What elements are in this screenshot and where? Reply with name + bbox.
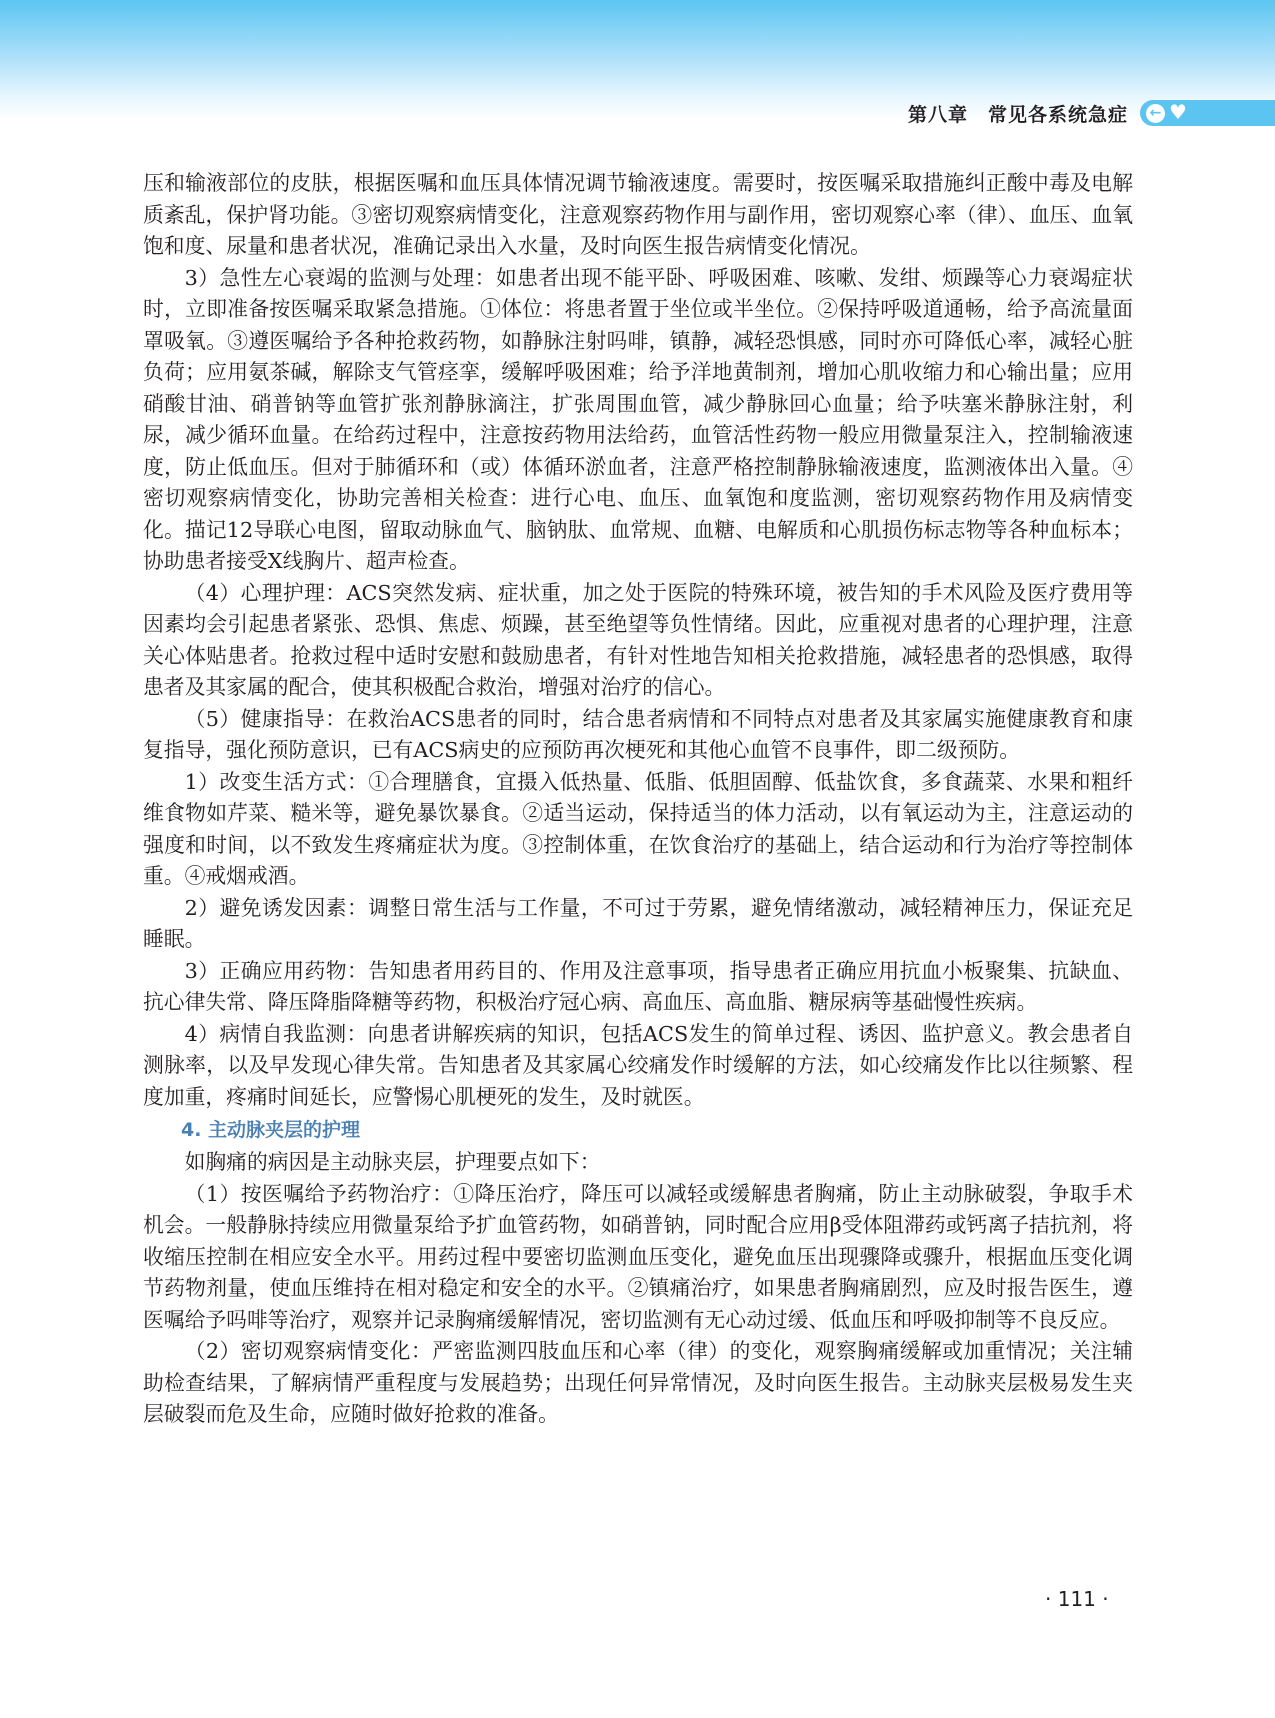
arrow-left-circle-icon: ← (1146, 104, 1165, 123)
chapter-header (908, 99, 1275, 127)
paragraph-health-guidance: （5）健康指导：在救治ACS患者的同时，结合患者病情和不同特点对患者及其家属实施健康教育和康复指导，强化预防意识，已有ACS病史的应预防再次梗死和其他心血管不良事件，即二级预防。 (143, 706, 1133, 762)
paragraph-lifestyle: 1）改变生活方式：①合理膳食，宜摄入低热量、低脂、低胆固醇、低盐饮食，多食蔬菜、水果和粗纤维食物如芹菜、糙米等，避免暴饮暴食。②适当运动，保持适当的体力活动，以有氧运动为主，注意运动的强度和时间，以不致发生疼痛症状为度。③控制体重，在饮食治疗的基础上，结合运动和行为治疗等控制体重。④戒烟戒酒。 (143, 769, 1133, 888)
paragraph-observation: （2）密切观察病情变化：严密监测四肢血压和心率（律）的变化，观察胸痛缓解或加重情况；关注辅助检查结果，了解病情严重程度与发展趋势；出现任何异常情况，及时向医生报告。主动脉夹层极易发生夹层破裂而危及生命，应随时做好抢救的准备。 (143, 1339, 1133, 1426)
chapter-title: 第八章 常见各系统急症 (907, 103, 1128, 126)
paragraph-avoid-triggers: 2）避免诱发因素：调整日常生活与工作量，不可过于劳累，避免情绪激动，减轻精神压力，保证充足睡眠。 (143, 895, 1133, 951)
page-number: · 111 · (1045, 1587, 1109, 1611)
page-body (143, 168, 1133, 1431)
heart-icon: ♥ (1169, 100, 1187, 124)
paragraph-medication: 3）正确应用药物：告知患者用药目的、作用及注意事项，指导患者正确应用抗血小板聚集、抗缺血、抗心律失常、降压降脂降糖等药物，积极治疗冠心病、高血压、高血脂、糖尿病等基础慢性疾病。 (143, 958, 1133, 1014)
paragraph-self-monitoring: 4）病情自我监测：向患者讲解疾病的知识，包括ACS发生的简单过程、诱因、监护意义。教会患者自测脉率，以及早发现心律失常。告知患者及其家属心绞痛发作时缓解的方法，如心绞痛发作比以往频繁、程度加重，疼痛时间延长，应警惕心肌梗死的发生，及时就医。 (143, 1021, 1133, 1109)
paragraph-drug-therapy: （1）按医嘱给予药物治疗：①降压治疗，降压可以减轻或缓解患者胸痛，防止主动脉破裂，争取手术机会。一般静脉持续应用微量泵给予扩血管药物，如硝普钠，同时配合应用β受体阻滞药或钙离子拮抗剂，将收缩压控制在相应安全水平。用药过程中要密切监测血压变化，避免血压出现骤降或骤升，根据血压变化调节药物剂量，使血压维持在相对稳定和安全的水平。②镇痛治疗，如果患者胸痛剧烈，应及时报告医生，遵医嘱给予吗啡等治疗，观察并记录胸痛缓解情况，密切监测有无心动过缓、低血压和呼吸抑制等不良反应。 (143, 1181, 1133, 1332)
paragraph-acute-heart-failure: 3）急性左心衰竭的监测与处理：如患者出现不能平卧、呼吸困难、咳嗽、发绀、烦躁等心力衰竭症状时，立即准备按医嘱采取紧急措施。①体位：将患者置于坐位或半坐位。②保持呼吸道通畅，给予高流量面罩吸氧。③遵医嘱给予各种抢救药物，如静脉注射吗啡，镇静，减轻恐惧感，同时亦可降低心率，减轻心脏负荷；应用氨茶碱，解除支气管痉挛，缓解呼吸困难；给予洋地黄制剂，增加心肌收缩力和心输出量；应用硝酸甘油、硝普钠等血管扩张剂静脉滴注，扩张周围血管，减少静脉回心血量；给予呋塞米静脉注射，利尿，减少循环血量。在给药过程中，注意按药物用法给药，血管活性药物一般应用微量泵注入，控制输液速度，防止低血压。但对于肺循环和（或）体循环淤血者，注意严格控制静脉输液速度，监测液体出入量。④密切观察病情变化，协助完善相关检查：进行心电、血压、血氧饱和度监测，密切观察药物作用及病情变化。描记12导联心电图，留取动脉血气、脑钠肽、血常规、血糖、电解质和心肌损伤标志物等各种血标本；协助患者接受X线胸片、超声检查。 (143, 265, 1133, 573)
chapter-tab (1140, 100, 1275, 126)
paragraph-aortic-intro: 如胸痛的病因是主动脉夹层，护理要点如下： (184, 1150, 601, 1174)
paragraph-psychological-care: （4）心理护理：ACS突然发病、症状重，加之处于医院的特殊环境，被告知的手术风险及医疗费用等因素均会引起患者紧张、恐惧、焦虑、烦躁，甚至绝望等负性情绪。因此，应重视对患者的心理护理，注意关心体贴患者。抢救过程中适时安慰和鼓励患者，有针对性地告知相关抢救措施，减轻患者的恐惧感，取得患者及其家属的配合，使其积极配合救治，增强对治疗的信心。 (143, 580, 1133, 699)
section-heading-aortic-dissection: 4. 主动脉夹层的护理 (181, 1119, 361, 1141)
paragraph-continued: 压和输液部位的皮肤，根据医嘱和血压具体情况调节输液速度。需要时，按医嘱采取措施纠正酸中毒及电解质紊乱，保护肾功能。③密切观察病情变化，注意观察药物作用与副作用，密切观察心率（律）、血压、血氧饱和度、尿量和患者状况，准确记录出入水量，及时向医生报告病情变化情况。 (143, 171, 1133, 258)
